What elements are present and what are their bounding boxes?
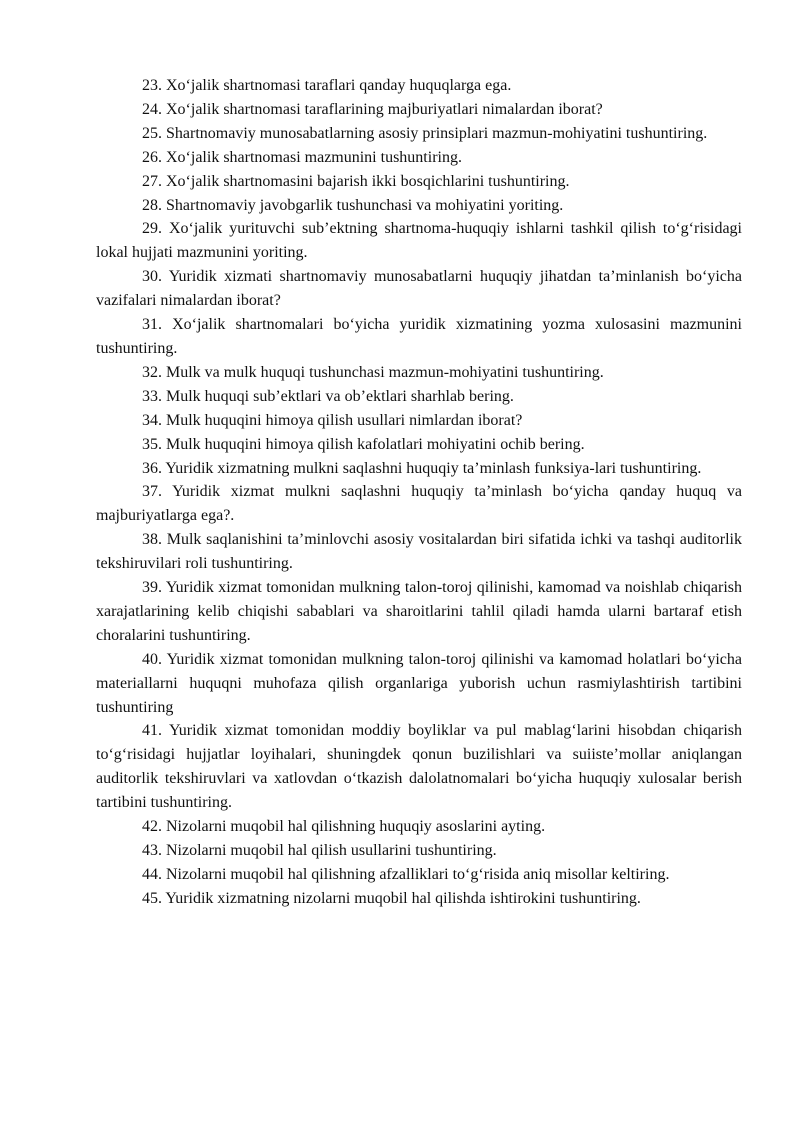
question-34: 34. Mulk huquqini himoya qilish usullari nimlardan iborat? [142, 411, 523, 429]
question-list [96, 74, 742, 911]
question-31: 31. Xo‘jalik shartnomalari bo‘yicha yuridik xizmatining yozma xulosasini mazmunini tushuntiring. [96, 316, 742, 357]
question-41: 41. Yuridik xizmat tomonidan moddiy boyliklar va pul mablag‘larini hisobdan chiqarish to‘g‘risidagi hujjatlar loyihalari, shuningdek qonun buzilishlari va suiiste’mollar aniqlangan auditorlik tekshiruvlari va xatlovdan o‘tkazish dalolatnomalari bo‘yicha huquqiy xulosalar berish tartibini tushuntiring. [96, 722, 742, 812]
question-33: 33. Mulk huquqi sub’ektlari va ob’ektlari sharhlab bering. [142, 387, 514, 405]
question-43: 43. Nizolarni muqobil hal qilish usullarini tushuntiring. [142, 842, 497, 859]
question-27: 27. Xo‘jalik shartnomasini bajarish ikki bosqichlarini tushuntiring. [142, 172, 570, 190]
question-32: 32. Mulk va mulk huquqi tushunchasi mazmun-mohiyatini tushuntiring. [142, 363, 604, 381]
question-37: 37. Yuridik xizmat mulkni saqlashni huquqiy ta’minlash bo‘yicha qanday huquq va majburiyatlarga ega?. [96, 483, 742, 525]
question-40: 40. Yuridik xizmat tomonidan mulkning talon-toroj qilinishi va kamomad holatlari bo‘yicha materiallarni huquqni muhofaza qilish organlariga yuborish uchun rasmiylashtirish tartibini tushuntiring [96, 650, 742, 716]
question-45: 45. Yuridik xizmatning nizolarni muqobil hal qilishda ishtirokini tushuntiring. [142, 889, 641, 907]
question-35: 35. Mulk huquqini himoya qilish kafolatlari mohiyatini ochib bering. [142, 435, 585, 453]
question-23: 23. Xo‘jalik shartnomasi taraflari qanday huquqlarga ega. [142, 77, 512, 94]
question-28: 28. Shartnomaviy javobgarlik tushunchasi va mohiyatini yoriting. [142, 196, 564, 214]
question-30: 30. Yuridik xizmati shartnomaviy munosabatlarni huquqiy jihatdan ta’minlanish bo‘yicha vazifalari nimalardan iborat? [96, 268, 742, 310]
question-25: 25. Shartnomaviy munosabatlarning asosiy prinsiplari mazmun-mohiyatini tushuntiring. [142, 124, 708, 142]
question-26: 26. Xo‘jalik shartnomasi mazmunini tushuntiring. [142, 148, 462, 166]
question-29: 29. Xo‘jalik yurituvchi sub’ektning shartnoma-huquqiy ishlarni tashkil qilish to‘g‘risidagi lokal hujjati mazmunini yoriting. [96, 220, 742, 262]
question-39: 39. Yuridik xizmat tomonidan mulkning talon-toroj qilinishi, kamomad va noishlab chiqarish xarajatlarining kelib chiqishi sabablari va sharoitlarini tahlil qiladi hamda ularni bartaraf etish choralarini tushuntiring. [96, 579, 742, 644]
question-36: 36. Yuridik xizmatning mulkni saqlashni huquqiy ta’minlash funksiya-lari tushuntiring. [142, 459, 702, 477]
question-24: 24. Xo‘jalik shartnomasi taraflarining majburiyatlari nimalardan iborat? [142, 100, 603, 118]
question-38: 38. Mulk saqlanishini ta’minlovchi asosiy vositalardan biri sifatida ichki va tashqi auditorlik tekshiruvilari roli tushuntiring. [96, 531, 742, 573]
question-44: 44. Nizolarni muqobil hal qilishning afzalliklari to‘g‘risida aniq misollar keltiring. [142, 865, 670, 883]
question-42: 42. Nizolarni muqobil hal qilishning huquqiy asoslarini ayting. [142, 818, 546, 836]
